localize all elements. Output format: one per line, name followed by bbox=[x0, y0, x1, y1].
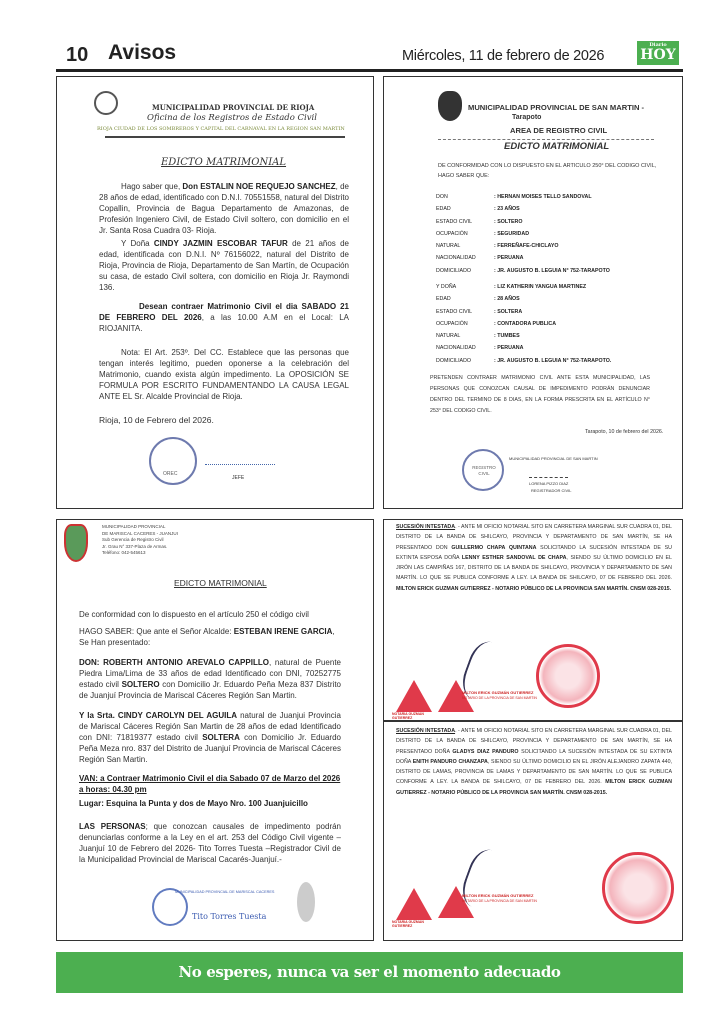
sucesiones-box bbox=[383, 519, 683, 941]
rioja-seal: OREC bbox=[149, 437, 197, 485]
rioja-motto: RIOJA CIUDAD DE LOS SOMBREROS Y CAPITAL DEL CARNAVAL EN LA REGION SAN MARTIN bbox=[97, 126, 345, 132]
juanjui-lugar: Lugar: Esquina la Punta y dos de Mayo Nro. 100 Juanjuicillo bbox=[79, 799, 308, 808]
field-label: NACIONALIDAD bbox=[436, 345, 476, 352]
field-label: EDAD bbox=[436, 296, 451, 303]
notary-tri-label: NOTARIA GUZMAN GUTIERREZ bbox=[392, 712, 424, 720]
diario-hoy-logo: Diario HOY bbox=[637, 41, 679, 65]
page-number: 10 bbox=[66, 44, 89, 66]
header-rule bbox=[56, 69, 683, 72]
sm-sign-org: MUNICIPALIDAD PROVINCIAL DE SAN MARTIN bbox=[509, 456, 598, 461]
field-value: : 28 AÑOS bbox=[494, 296, 520, 303]
org-line: Teléfono: 042-545613 bbox=[102, 550, 146, 555]
rioja-place-date: Rioja, 10 de Febrero del 2026. bbox=[99, 415, 214, 425]
juanjui-sign-org: MUNICIPALIDAD PROVINCIAL DE MARISCAL CACERES bbox=[175, 890, 275, 894]
field-label: ESTADO CIVIL bbox=[436, 218, 473, 225]
sm-signer-role: REGISTRADOR CIVIL bbox=[531, 488, 572, 493]
juanjui-closing: LAS PERSONAS; que conozcan causales de impedimento podrán denunciarlas conforme a la Ley en el art. 253 del Código Civil vigente – Juanjuí 10 de Febrero del 2026- Tito Torres Tuesta –Registrador Civil de la Municipalidad Provincial de Mariscal Cacarés-Juanjuí.- bbox=[79, 822, 342, 864]
sm-signer: LORENA PIZZO DIAZ bbox=[529, 477, 568, 489]
sucesion-1-text: SUCESIÓN INTESTADA. - ANTE MI OFICIO NOTARIAL SITO EN CARRETERA MARGINAL SUR CUADRA 01, DEL DISTRITO DE LA BANDA DE SHILCAYO, PROVINCIA Y DEPARTAMENTO DE SAN MARTÍN, SE HA PRESENTADO DON GUILLERMO CHAPA QUINTANA SOLICITANDO LA SUCESIÓN INTESTADA DE SU EXTINTA ESPOSA DOÑA LENNY ESTHER SANDOVAL DE CHAPA, SIENDO SU ÚLTIMO DOMICILIO EN EL JIRÓN LAS CAMPIÑAS 167, DISTRITO DE LA BANDA DE SHILCAYO, PROVINCIA Y DEPARTAMENTO DE SAN MARTÍN. LO QUE SE PUBLICA CONFORME A LEY. LA BANDA DE SHILCAYO, 07 DE FEBRERO DEL 2026. MILTON ERICK GUZMAN GUTIERREZ - NOTARIO PÚBLICO DE LA PROVINCIA SAN MARTÍN. CNSM 028-2015. bbox=[396, 524, 673, 592]
field-label: NACIONALIDAD bbox=[436, 255, 476, 262]
org-line: MUNICIPALIDAD PROVINCIAL bbox=[102, 524, 166, 529]
sucesion-2-text: SUCESIÓN INTESTADA. - ANTE MI OFICIO NOTARIAL SITO EN CARRETERA MARGINAL SUR CUADRA 01, DEL DISTRITO DE LA BANDA DE SHILCAYO, PROVINCIA Y DEPARTAMENTO DE SAN MARTÍN, SE HA PRESENTADO DOÑA GLADYS DIAZ PANDURO SOLICITANDO LA SUCESIÓN INTESTADA DE SU EXTINTA DOÑA ENITH PANDURO CHANZAPA, SIENDO SU ÚLTIMO DOMICILIO EN EL JIRÓN ALEJANDRO ZAPATA 440, DISTRITO DE LAMAS, PROVINCIA DE LAMAS Y DEPARTAMENTO DE SAN MARTÍN. LO QUE SE PUBLICA CONFORME A LEY. LA BANDA DE SHILCAYO, 07 DE FEBRERO DEL 2026. MILTON ERICK GUZMAN GUTIERREZ - NOTARIO PÚBLICO DE LA PROVINCIA SAN MARTÍN. CNSM 028-2015. bbox=[396, 728, 673, 796]
edicto-juanjui bbox=[56, 519, 374, 941]
divider bbox=[384, 720, 683, 722]
section-title: Avisos bbox=[108, 41, 177, 64]
sm-city: Tarapoto bbox=[512, 114, 542, 121]
field-value: : 23 AÑOS bbox=[494, 206, 520, 213]
edicto-san-martin bbox=[383, 76, 683, 509]
field-row bbox=[436, 355, 611, 367]
field-value: : SEGURIDAD bbox=[494, 230, 530, 237]
field-row bbox=[436, 306, 611, 318]
org-line: Sub Gerencia de Registro Civil bbox=[102, 537, 164, 542]
rioja-crest-icon bbox=[94, 91, 118, 115]
field-row bbox=[436, 203, 610, 215]
sm-bride-list bbox=[436, 281, 611, 367]
notary-round-stamp bbox=[536, 644, 600, 708]
rioja-office: Oficina de los Registros de Estado Civil bbox=[147, 113, 317, 123]
notary-stamp-role: NOTARIO DE LA PROVINCIA DE SAN MARTIN bbox=[462, 696, 537, 700]
field-value: : SOLTERO bbox=[494, 218, 523, 225]
juanjui-signer: Tito Torres Tuesta bbox=[192, 912, 267, 921]
field-row bbox=[436, 191, 610, 203]
field-value: : LIZ KATHERIN YANGUA MARTINEZ bbox=[494, 284, 587, 290]
juanjui-title: EDICTO MATRIMONIAL bbox=[174, 578, 267, 588]
sm-intro: DE CONFORMIDAD CON LO DISPUESTO EN EL ARTICULO 250° DEL CODIGO CIVIL, HAGO SABER QUE: bbox=[438, 163, 657, 179]
field-row bbox=[436, 240, 610, 252]
sm-groom-list bbox=[436, 191, 610, 277]
juanjui-bride: Y la Srta. CINDY CAROLYN DEL AGUILA natural de Juanjui Provincia de Mariscal Cáceres Región San Martin de 28 años de edad Identificado con DNI: 71819377 estado civil SOLTERA con Domicilio Jr. Eduardo Peña Meza nro. 837 del Distrito de Juanjuí Provincia de Mariscal Cáceres Región San Martin. bbox=[79, 711, 341, 764]
field-value: : TUMBES bbox=[494, 333, 520, 340]
rioja-note: Nota: El Art. 253º. Del CC. Establece que las personas que tengan interés legitimo, pueden oponerse a la celebración del Matrimonio, cuando exista algún impedimento. La OPOSICIÓN SE FORMULA POR ESCRITO FUNDAMENTANDO LA CAUSA LEGAL ANTE EL Sr. Alcalde Provincial de Rioja. bbox=[99, 348, 349, 401]
sm-org: MUNICIPALIDAD PROVINCIAL DE SAN MARTIN - bbox=[468, 103, 645, 112]
juanjui-van: VAN: a Contraer Matrimonio Civil el dia Sabado 07 de Marzo del 2026 a horas: 04.30 pm bbox=[79, 774, 341, 794]
field-label: EDAD bbox=[436, 206, 451, 213]
org-line: Jr. Grau N° 337-Plaza de Armas. bbox=[102, 543, 168, 549]
sm-title: EDICTO MATRIMONIAL bbox=[504, 141, 610, 152]
notary-triangle-icon bbox=[396, 888, 432, 920]
rioja-ceremony: Desean contraer Matrimonio Civil el dia SABADO 21 DE FEBRERO DEL 2026, a las 10.00 A.M en el Local: LA RIOJANITA. bbox=[99, 302, 349, 333]
field-row bbox=[436, 265, 610, 277]
juanjui-intro: De conformidad con lo dispuesto en el artículo 250 el código civil bbox=[79, 610, 309, 619]
field-row bbox=[436, 228, 610, 240]
field-row bbox=[436, 318, 611, 330]
field-value: : CONTADORA PUBLICA bbox=[494, 320, 557, 327]
san-martin-crest-icon bbox=[438, 91, 462, 121]
divider bbox=[438, 139, 654, 140]
rioja-title: EDICTO MATRIMONIAL bbox=[161, 157, 287, 168]
field-label: ESTADO CIVIL bbox=[436, 308, 473, 315]
field-label: NATURAL bbox=[436, 333, 461, 340]
rioja-org: MUNICIPALIDAD PROVINCIAL DE RIOJA bbox=[152, 103, 315, 112]
rioja-signer-role: JEFE bbox=[232, 475, 245, 481]
field-label: DOMICILIADO bbox=[436, 357, 472, 364]
juanjui-presented: Se Han presentado: bbox=[79, 638, 151, 647]
field-row bbox=[436, 216, 610, 228]
field-label: NATURAL bbox=[436, 243, 461, 250]
fingerprint bbox=[297, 882, 315, 922]
field-label: OCUPACIÓN bbox=[436, 320, 468, 327]
juanjui-org bbox=[102, 524, 178, 557]
notary-tri-label: NOTARIA GUZMAN GUTIERREZ bbox=[392, 920, 424, 928]
notary-stamp-role: NOTARIO DE LA PROVINCIA DE SAN MARTIN bbox=[462, 899, 537, 903]
sm-seal: REGISTRO CIVIL bbox=[462, 449, 504, 491]
notary-round-stamp bbox=[602, 852, 674, 924]
field-value: : FERREÑAFE-CHICLAYO bbox=[494, 243, 559, 250]
field-label: DOMICILIADO bbox=[436, 267, 472, 274]
rioja-groom-paragraph: Hago saber que, Don ESTALIN NOE REQUEJO SANCHEZ, de 28 años de edad, identificado con D.N.I. 70551558, natural del Distrito Copallin, Provincia de Bagua Departamento de Amazonas, de Profesión Ingeniero Civil, de Estado Civil soltero, con domicilio en el Jr. Santa Rosa Cuadra 03- Rioja. bbox=[99, 182, 349, 235]
notary-stamp-name: MILTON ERICK GUZMÁN GUTIERREZ bbox=[462, 690, 534, 695]
field-row bbox=[436, 293, 611, 305]
org-line: DE MARISCAL CACERES - JUANJUI bbox=[102, 530, 178, 536]
issue-date: Miércoles, 11 de febrero de 2026 bbox=[402, 48, 605, 64]
field-value: : SOLTERA bbox=[494, 308, 523, 315]
sm-place-date: Tarapoto, 10 de febrero del 2026. bbox=[585, 429, 664, 435]
sm-closing: PRETENDEN CONTRAER MATRIMONIO CIVIL ANTE ESTA MUNICIPALIDAD, LAS PERSONAS QUE CONOZCAN CAUSAL DE IMPEDIMENTO PODRÁN DENUNCIAR DENTRO DEL TERMINO DE 8 DIAS, EN LA FORMA PRESCRITA EN EL ARTÍCULO N° 253° DEL CODIGO CIVIL. bbox=[430, 375, 650, 414]
divider bbox=[105, 136, 345, 138]
juanjui-crest-icon bbox=[64, 524, 88, 562]
rioja-bride-paragraph: Y Doña CINDY JAZMIN ESCOBAR TAFUR de 21 años de edad, identificada con D.N.I. Nº 76156022, natural del Distrito de Rioja, Provincia de Rioja, Departamento de San Martín, de Ocupación su casa, de estado Civil soltera, con domicilio en Rioja Jr. Raymondi 136. bbox=[99, 239, 349, 292]
field-row bbox=[436, 252, 610, 264]
field-row bbox=[436, 330, 611, 342]
juanjui-hago: HAGO SABER: Que ante el Señor Alcalde: ESTEBAN IRENE GARCIA, bbox=[79, 627, 335, 636]
field-value: : PERUANA bbox=[494, 345, 524, 352]
edicto-rioja bbox=[56, 76, 374, 509]
field-label: OCUPACIÓN bbox=[436, 230, 468, 237]
juanjui-groom: DON: ROBERTH ANTONIO AREVALO CAPPILLO, natural de Puente Piedra Lima/Lima de 33 años de edad Identificado con DNI, 70252775 estado civil SOLTERO con Domicilio Jr. Eduardo Peña Meza 837 Distrito de Juanjuí Provincia de Mariscal Cáceres Región San Martin. bbox=[79, 658, 341, 700]
notary-stamp-name: MILTON ERICK GUZMÁN GUTIERREZ bbox=[462, 893, 534, 898]
field-row bbox=[436, 281, 611, 293]
field-value: : HERNAN MOISES TELLO SANDOVAL bbox=[494, 194, 592, 200]
sm-area: AREA DE REGISTRO CIVIL bbox=[510, 126, 608, 135]
field-value: : JR. AUGUSTO B. LEGUIA N° 752-TARAPOTO bbox=[494, 267, 610, 274]
notary-triangle-icon bbox=[396, 680, 432, 712]
field-row bbox=[436, 342, 611, 354]
field-value: : JR. AUGUSTO B. LEGUIA N° 752-TARAPOTO. bbox=[494, 357, 612, 364]
field-label: DON bbox=[436, 194, 448, 200]
field-label: Y DOÑA bbox=[436, 284, 457, 290]
field-value: : PERUANA bbox=[494, 255, 524, 262]
footer-banner: No esperes, nunca va ser el momento adecuado bbox=[56, 952, 683, 993]
signature bbox=[205, 445, 275, 465]
